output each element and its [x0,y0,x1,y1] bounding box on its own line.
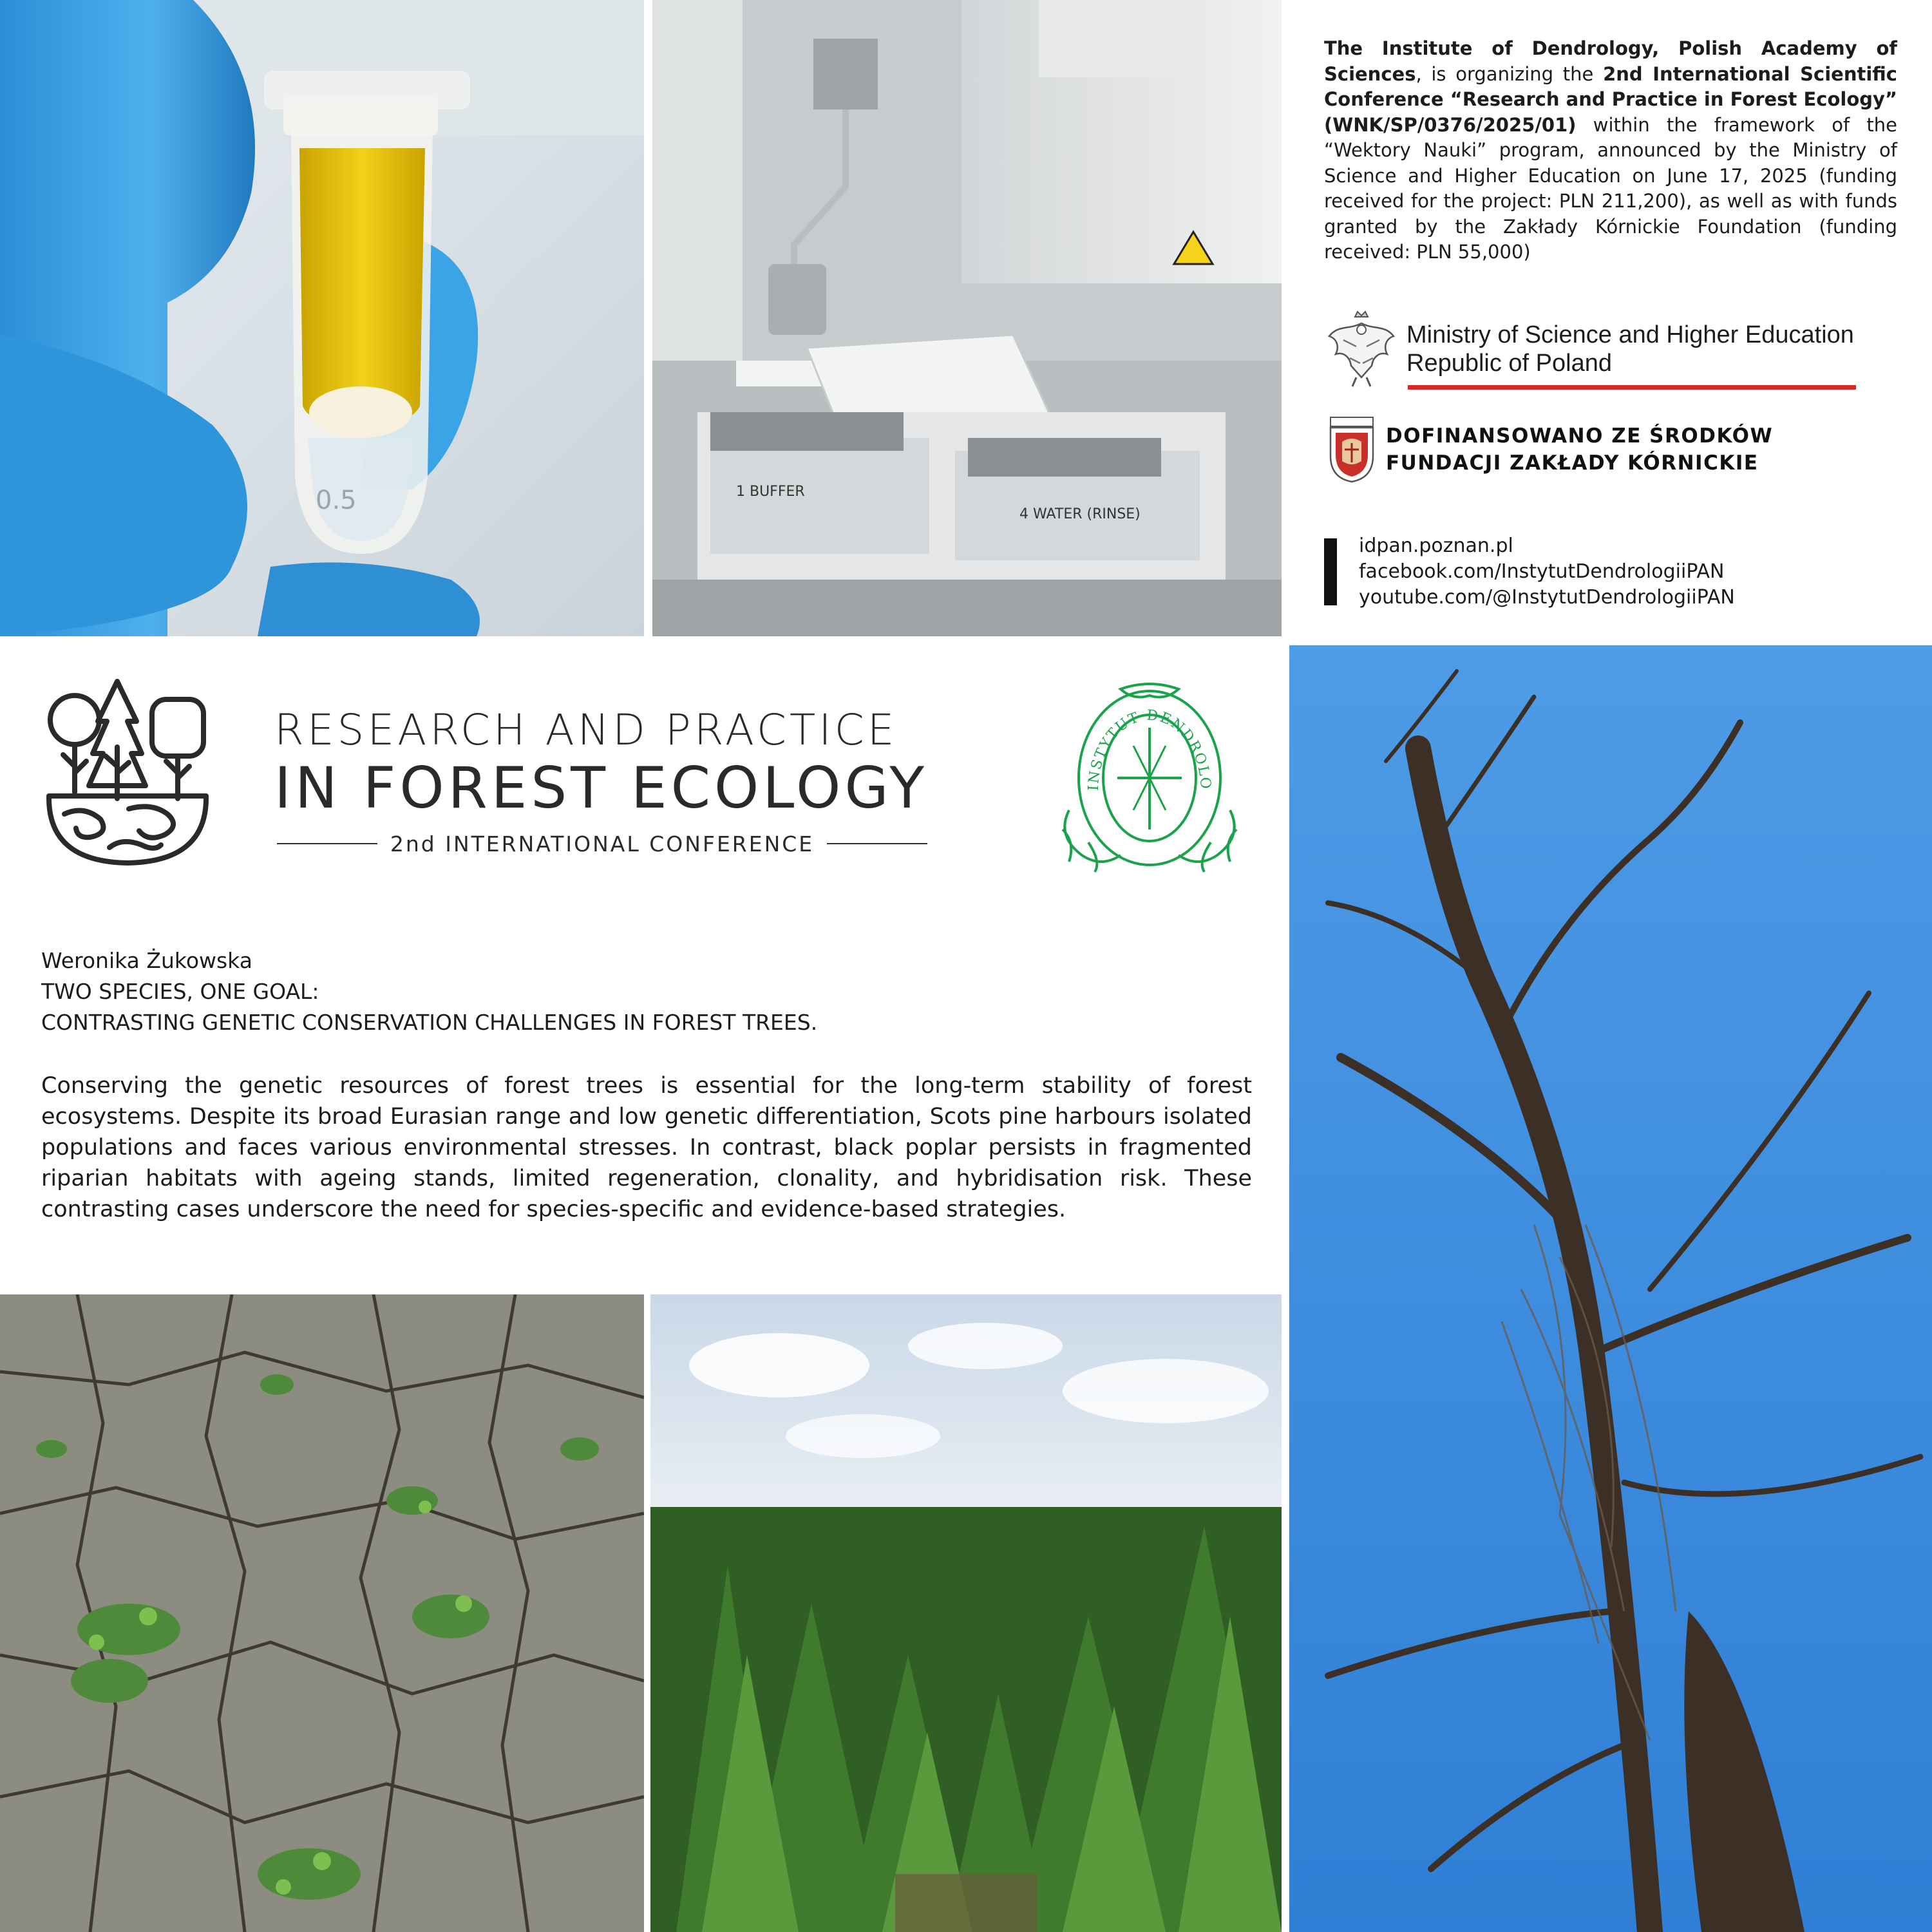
ministry-logo [1324,310,1854,388]
conference-subtitle-label: 2nd INTERNATIONAL CONFERENCE [390,831,815,857]
tray-label-buffer: 1 BUFFER [736,484,805,500]
foundation-line-2: FUNDACJI ZAKŁADY KÓRNICKIE [1386,451,1759,475]
abstract-title-line-1: TWO SPECIES, ONE GOAL: [41,979,319,1004]
tray-label-water: 4 WATER (RINSE) [1019,506,1141,522]
abstract-section [41,945,1252,1225]
photo-sample-tube [0,0,644,636]
subtitle-rule-left [277,843,377,844]
institute-name: The Institute of Dendrology, Polish Academy of Sciences [1324,37,1897,85]
author-name: Weronika Żukowska [41,948,252,973]
link-youtube[interactable]: youtube.com/@InstytutDendrologiiPAN [1359,586,1735,609]
photo-cracked-soil-seedlings [0,1294,644,1932]
link-website[interactable]: idpan.poznan.pl [1359,535,1513,557]
links-accent-bar [1324,538,1337,605]
seal-ring-text: INSTYTUT DENDROLO [1085,707,1214,791]
ministry-line-1: Ministry of Science and Higher Education [1406,321,1854,348]
abstract-body: Conserving the genetic resources of forest trees is essential for the long-term stability of forest ecosystems. Despite its broad Eurasian range and low genetic differentiation, Scots pine harbours isolated populations and faces various environmental stresses. In contrast, black poplar persists in fragmented riparian habitats with ageing stands, limited regeneration, clonality, and hybridisation risk. These contrasting cases underscore the need for species-specific and evidence-based strategies. [41,1073,1252,1222]
ministry-red-rule [1408,385,1856,390]
contact-links [1359,533,1735,611]
subtitle-rule-right [827,843,927,844]
photo-lab-instrument [652,0,1282,636]
conference-title-line-1: RESEARCH AND PRACTICE [274,705,898,755]
eagle-emblem-icon [1324,310,1399,388]
tube-scale-label: 0.5 [316,486,357,515]
conference-title [274,705,928,820]
foundation-line-1: DOFINANSOWANO ZE ŚRODKÓW [1386,424,1774,448]
foundation-crest-icon [1327,416,1377,483]
institute-seal-icon [1043,681,1256,875]
funding-paragraph [1324,36,1897,265]
foundation-logo [1327,416,1773,483]
funding-text-1: , is organizing the [1416,62,1604,85]
funding-info [1324,36,1897,265]
photo-black-poplar [1289,645,1932,1932]
photo-scots-pine-stand [650,1294,1282,1932]
conference-name-bold: 2nd International Scientific Conference “Research and Practice in Forest Ecology” (WNK/SP/0376/2025/01) [1324,62,1897,136]
svg-text:INSTYTUT DENDROLOGII PAN W KÓR [1043,681,1213,791]
ministry-line-2: Republic of Poland [1406,350,1612,377]
conference-subtitle [277,831,927,857]
conference-title-line-2: IN FOREST ECOLOGY [274,755,928,821]
funding-text-2: within the framework of the “Wektory Nauki” program, announced by the Ministry of Science and Higher Education on June 17, 2025 (funding received for the project: PLN 211,200), as well as with funds granted by the Zakłady Kórnickie Foundation (funding received: PLN 55,000) [1324,113,1897,263]
abstract-title-line-2: CONTRASTING GENETIC CONSERVATION CHALLENGES IN FOREST TREES. [41,1010,818,1035]
forest-globe-logo-icon [39,676,216,869]
link-facebook[interactable]: facebook.com/InstytutDendrologiiPAN [1359,560,1725,583]
